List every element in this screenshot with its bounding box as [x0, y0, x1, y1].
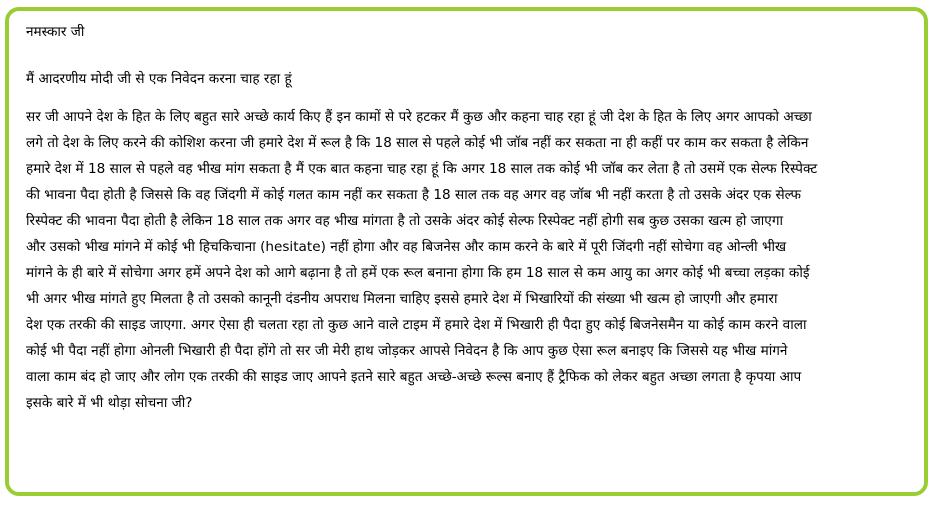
body-line: मांगने के ही बारे में सोचेगा अगर हमें अपने देश को आगे बढ़ाना है तो हमें एक रूल बनाना होगा कि हम 18 साल से कम आयु का अगर कोई भी बच्चा लड़का कोई: [26, 265, 810, 281]
body-line: वाला काम बंद हो जाए और लोग एक तरकी की साइड जाए आपने इतने सारे बहुत अच्छे-अच्छे रूल्स बनाए हैं ट्रैफिक को लेकर बहुत अच्छा लगता है कृपया आप: [26, 369, 802, 385]
letter-frame: [5, 7, 928, 496]
body-line: हमारे देश में 18 साल से पहले वह भीख मांग सकता है मैं एक बात कहना चाह रहा हूं कि अगर 18 साल तक कोई भी जॉब कर लेता है तो उसमें एक सेल्फ रिस्पेक्ट: [26, 161, 818, 177]
body-line: कोई भी पैदा नहीं होगा ओनली भिखारी ही पैदा होंगे तो सर जी मेरी हाथ जोड़कर आपसे निवेदन है कि आप कुछ ऐसा रूल बनाइए कि जिससे यह भीख मांगने: [26, 343, 788, 359]
letter-body: [26, 104, 914, 416]
intro-line: मैं आदरणीय मोदी जी से एक निवेदन करना चाह रहा हूं: [26, 71, 292, 87]
letter-content: [26, 21, 914, 411]
body-line: सर जी आपने देश के हित के लिए बहुत सारे अच्छे कार्य किए हैं इन कामों से परे हटकर मैं कुछ और कहना चाह रहा हूं जी देश के हित के लिए अगर आपको अच्छा: [26, 109, 812, 125]
body-line: रिस्पेक्ट की भावना पैदा होती है लेकिन 18 साल तक अगर वह भीख मांगता है तो उसके अंदर कोई सेल्फ रिस्पेक्ट नहीं होगी सब कुछ उसका खत्म हो जाएगा: [26, 213, 784, 229]
body-line: देश एक तरकी की साइड जाएगा. अगर ऐसा ही चलता रहा तो कुछ आने वाले टाइम में हमारे देश में भिखारी ही पैदा हुए कोई बिजनेसमैन या कोई काम करने वाला: [26, 317, 807, 333]
body-line: भी अगर भीख मांगते हुए मिलता है तो उसको कानूनी दंडनीय अपराध मिलना चाहिए इससे हमारे देश में भिखारियों की संख्या भी खत्म हो जाएगी और हमारा: [26, 291, 778, 307]
body-line: की भावना पैदा होती है जिससे कि वह जिंदगी में कोई गलत काम नहीं कर सकता है 18 साल तक वह अगर वह जॉब भी नहीं करता है तो उसके अंदर एक सेल्फ: [26, 187, 801, 203]
body-line: इसके बारे में भी थोड़ा सोचना जी?: [26, 395, 193, 411]
body-line: लगे तो देश के लिए करने की कोशिश करना जी हमारे देश में रूल है कि 18 साल से पहले कोई भी जॉब नहीं कर सकता ना ही कहीं पर काम कर सकता है लेकिन: [26, 135, 809, 151]
greeting: नमस्कार जी: [26, 24, 85, 40]
body-line: और उसको भीख मांगने में कोई भी हिचकिचाना (hesitate) नहीं होगा और वह बिजनेस और काम करने के बारे में पूरी जिंदगी नहीं सोचेगा वह ओन्ली भीख: [26, 239, 787, 255]
